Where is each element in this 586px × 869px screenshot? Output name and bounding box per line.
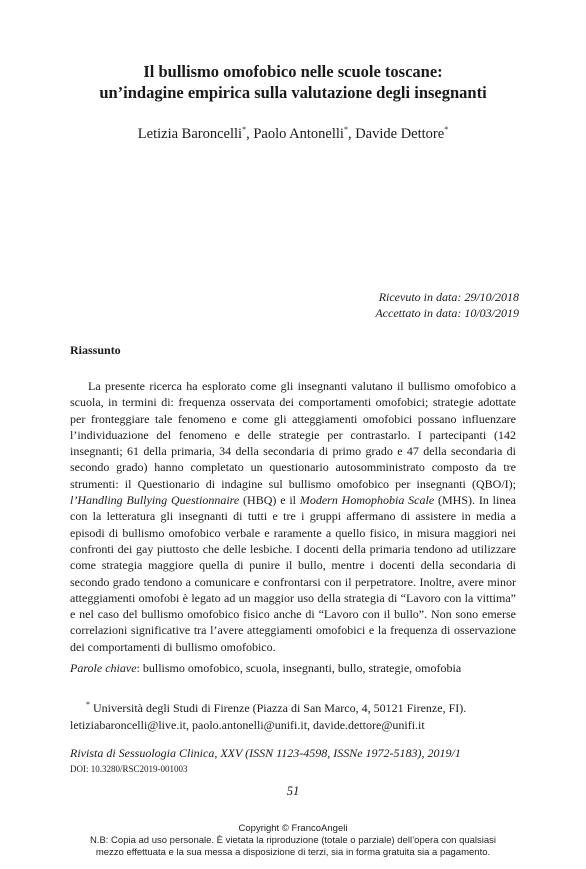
affiliation-marker: * <box>86 700 90 709</box>
author-name: Paolo Antonelli <box>253 126 344 142</box>
journal-citation: Rivista di Sessuologia Clinica, XXV (ISSN 1123-4598, ISSNe 1972-5183), 2019/1 <box>70 746 461 760</box>
abstract-text: (HBQ) e il <box>239 493 300 508</box>
abstract-text: La presente ricerca ha esplorato come gli insegnanti valutano il bullismo omofobico a scuola, in termini di: frequenza osservata dei comportamenti omofobici; strategie adottate per fronteggiare tale fenomeno e come gli atteggiamenti omofobici possano influenzare l’individuazione del fenomeno e delle strategie per contrastarlo. I partecipanti (142 insegnanti; 61 della primaria, 34 della secondaria di primo grado e 47 della secondaria di secondo grado) hanno completato un questionario autosomministrato composto da tre strumenti: il Questionario di indagine sul bullismo omofobico per insegnanti (QBO/I); <box>70 379 516 491</box>
accepted-date: Accettato in data: 10/03/2019 <box>375 306 519 320</box>
author-marker: * <box>343 125 348 134</box>
keywords-label: Parole chiave <box>70 661 137 675</box>
keywords <box>70 660 516 676</box>
doi: DOI: 10.3280/RSC2019-001003 <box>70 764 188 774</box>
received-date: Ricevuto in data: 29/10/2018 <box>378 290 519 304</box>
abstract-text: (MHS). In linea con la letteratura gli insegnanti di tutti e tre i gruppi affermano di assistere in media a episodi di bullismo omofobico verbale e raramente a quello fisico, in misura maggiori nei confronti dei gay piuttosto che delle lesbiche. I docenti della primaria tendono ad utilizzare come strategia maggiore quella di punire il bullo, mentre i docenti della secondaria di secondo grado tendono a comunicare e confrontarsi con il perpetratore. Inoltre, avere minor atteggiamenti omofobi è legato ad un maggior uso della strategia di “Lavoro con la vittima” e nel caso del bullismo omofobico fisico anche di “Lavoro con il bullo”. Non sono emerse correlazioni significative tra l’avere atteggiamenti omofobici e la frequenza di osservazione dei comportamenti di bullismo omofobico. <box>70 493 516 654</box>
page-number: 51 <box>286 784 300 798</box>
affiliation-institution: Università degli Studi di Firenze (Piazza di San Marco, 4, 50121 Firenze, FI). <box>93 701 467 715</box>
author-separator: , <box>246 126 254 142</box>
copyright-line: Copyright © FrancoAngeli <box>238 823 348 834</box>
abstract-hbq-title: l’Handling Bullying Questionnaire <box>70 493 240 508</box>
title-line-1: Il bullismo omofobico nelle scuole toscane: <box>143 62 443 81</box>
author-list <box>0 121 586 143</box>
copyright-notice <box>0 823 586 859</box>
title-line-2: un’indagine empirica sulla valutazione degli insegnanti <box>99 83 487 102</box>
affiliation-footnote <box>70 697 516 733</box>
copyright-line: N.B: Copia ad uso personale. È vietata la riproduzione (totale o parziale) dell’opera con qualsiasi <box>89 835 497 846</box>
submission-dates <box>375 289 519 321</box>
keywords-text: : bullismo omofobico, scuola, insegnanti, bullo, strategie, omofobia <box>136 661 462 675</box>
author-marker: * <box>444 125 449 134</box>
abstract-mhs-title: Modern Homophobia Scale <box>299 493 435 508</box>
author-marker: * <box>242 125 247 134</box>
affiliation-emails: letiziabaroncelli@live.it, paolo.antonelli@unifi.it, davide.dettore@unifi.it <box>70 717 425 732</box>
article-title <box>0 61 586 103</box>
author-separator: , <box>347 126 356 142</box>
author-name: Letizia Baroncelli <box>137 126 243 142</box>
copyright-line: mezzo effettuata e la sua messa a disposizione di terzi, sia in forma gratuita sia a pagamento. <box>95 847 491 858</box>
author-name: Davide Dettore <box>355 126 445 142</box>
abstract-heading: Riassunto <box>70 343 121 357</box>
abstract-body <box>70 378 516 655</box>
